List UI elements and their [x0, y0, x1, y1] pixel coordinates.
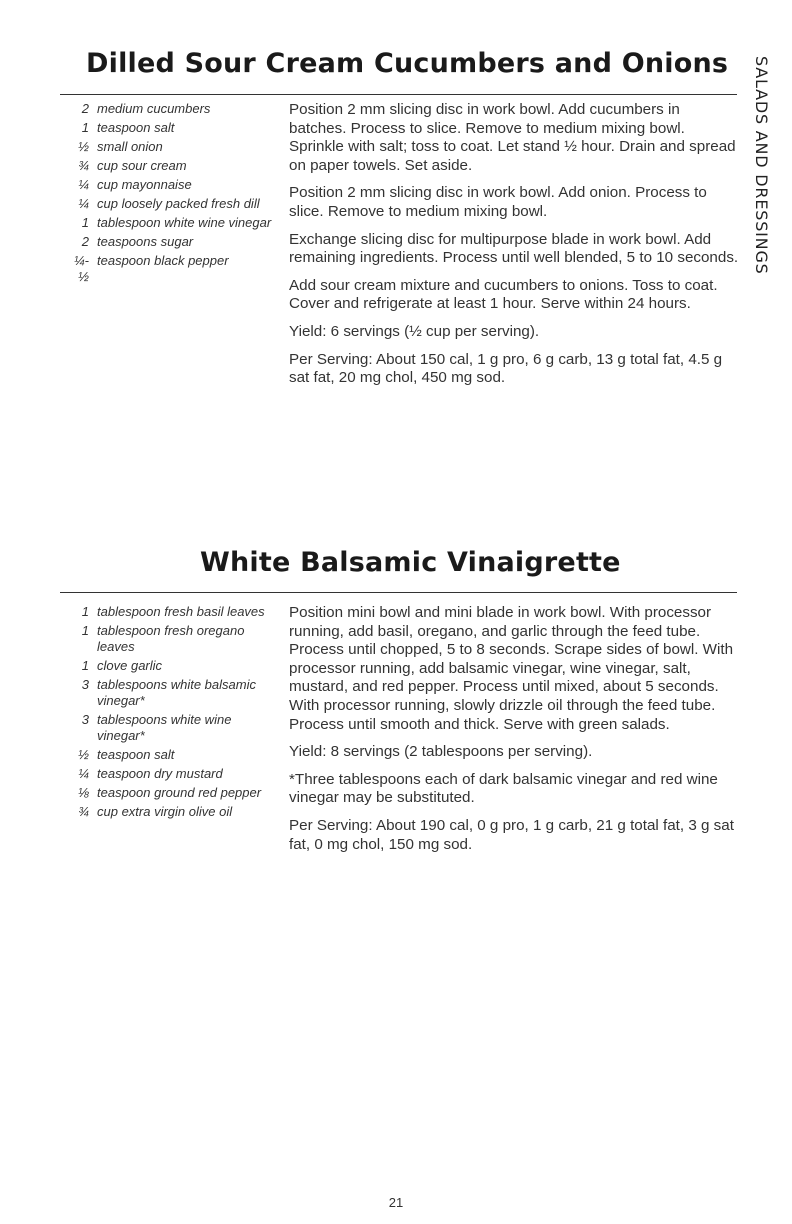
ingredient-quantity: 3 — [81, 712, 89, 727]
ingredient-item — [70, 658, 280, 674]
ingredient-item — [70, 623, 280, 655]
ingredient-item — [70, 804, 280, 820]
ingredient-quantity: 1 — [81, 604, 89, 619]
ingredient-text: clove garlic — [97, 658, 163, 673]
recipe-2-directions — [289, 604, 739, 863]
direction-paragraph: Position 2 mm slicing disc in work bowl. Add onion. Process to slice. Remove to medium mixing bowl. — [289, 184, 707, 220]
direction-paragraph: Position mini bowl and mini blade in work bowl. With processor running, add basil, oregano, and garlic through the feed tube. Process until chopped, 5 to 8 seconds. Scrape sides of bowl. With processor running, add balsamic vinegar, wine vinegar, salt, mustard, and red pepper. Process until mixed, about 5 seconds. With processor running, slowly drizzle oil through the feed tube. Process until smooth and thick. Serve with green salads. — [289, 604, 734, 733]
footnote-text: *Three tablespoons each of dark balsamic vinegar and red wine vinegar may be substituted. — [289, 770, 718, 807]
ingredient-text: teaspoon salt — [97, 120, 175, 135]
page-number: 21 — [388, 1195, 404, 1210]
ingredient-quantity: 1 — [81, 658, 89, 673]
ingredient-quantity: 1 — [81, 623, 89, 638]
ingredient-quantity: ½ — [78, 139, 89, 154]
ingredient-item — [70, 677, 280, 709]
ingredient-quantity: ½ — [78, 747, 89, 762]
ingredient-text: teaspoon black pepper — [97, 253, 229, 268]
ingredient-item — [70, 747, 280, 763]
direction-paragraph: Add sour cream mixture and cucumbers to onions. Toss to coat. Cover and refrigerate at least 1 hour. Serve within 24 hours. — [289, 276, 718, 313]
ingredient-text: teaspoons sugar — [97, 234, 194, 249]
ingredient-text: teaspoon salt — [97, 747, 175, 762]
ingredient-text: cup extra virgin olive oil — [97, 804, 233, 819]
ingredient-text: tablespoon fresh oregano leaves — [97, 623, 245, 654]
ingredient-quantity: 2 — [81, 234, 89, 249]
recipe-2-title: White Balsamic Vinaigrette — [200, 547, 621, 578]
ingredient-item — [70, 215, 280, 231]
ingredient-text: cup mayonnaise — [97, 177, 192, 192]
ingredient-item — [70, 712, 280, 744]
recipe-2-divider — [60, 592, 737, 593]
ingredient-item — [70, 785, 280, 801]
recipe-1-divider — [60, 94, 737, 95]
ingredient-item — [70, 177, 280, 193]
sidebar-section-label: SALADS AND DRESSINGS — [752, 56, 771, 275]
direction-paragraph: Position 2 mm slicing disc in work bowl. Add cucumbers in batches. Process to slice. Remove to medium mixing bowl. Sprinkle with salt; toss to coat. Let stand ½ hour. Drain and spread on paper towels. Set aside. — [289, 101, 736, 174]
ingredient-item — [70, 101, 280, 117]
ingredient-quantity: ¼-½ — [73, 253, 89, 284]
ingredient-quantity: 2 — [81, 101, 89, 116]
ingredient-quantity: 1 — [81, 215, 89, 230]
ingredient-item — [70, 766, 280, 782]
nutrition-info: Per Serving: About 150 cal, 1 g pro, 6 g carb, 13 g total fat, 4.5 g sat fat, 20 mg chol, 450 mg sod. — [289, 350, 723, 387]
recipe-2-ingredient-list — [70, 604, 280, 823]
ingredient-text: cup sour cream — [97, 158, 187, 173]
ingredient-quantity: 3 — [81, 677, 89, 692]
ingredient-text: tablespoon white wine vinegar — [97, 215, 272, 230]
ingredient-item — [70, 234, 280, 250]
ingredient-quantity: ⅛ — [78, 785, 89, 800]
ingredient-quantity: ¼ — [78, 196, 89, 211]
ingredient-item — [70, 604, 280, 620]
recipe-1-ingredient-list — [70, 101, 280, 288]
ingredient-text: teaspoon dry mustard — [97, 766, 223, 781]
ingredient-quantity: ¼ — [78, 766, 89, 781]
ingredient-text: tablespoons white balsamic vinegar* — [97, 677, 256, 708]
ingredient-text: teaspoon ground red pepper — [97, 785, 262, 800]
ingredient-item — [70, 158, 280, 174]
ingredient-text: cup loosely packed fresh dill — [97, 196, 260, 211]
ingredient-item — [70, 196, 280, 212]
yield-text: Yield: 8 servings (2 tablespoons per serving). — [289, 743, 593, 761]
ingredient-quantity: ¾ — [78, 804, 89, 819]
ingredient-quantity: ¼ — [78, 177, 89, 192]
recipe-1-directions — [289, 101, 739, 397]
ingredient-quantity: 1 — [81, 120, 89, 135]
nutrition-info: Per Serving: About 190 cal, 0 g pro, 1 g carb, 21 g total fat, 3 g sat fat, 0 mg chol, 150 mg sod. — [289, 816, 734, 853]
ingredient-item — [70, 139, 280, 155]
ingredient-text: small onion — [97, 139, 163, 154]
yield-text: Yield: 6 servings (½ cup per serving). — [289, 322, 540, 340]
ingredient-text: medium cucumbers — [97, 101, 211, 116]
ingredient-quantity: ¾ — [78, 158, 89, 173]
ingredient-text: tablespoon fresh basil leaves — [97, 604, 265, 619]
ingredient-item — [70, 120, 280, 136]
ingredient-item — [70, 253, 280, 285]
ingredient-text: tablespoons white wine vinegar* — [97, 712, 232, 743]
direction-paragraph: Exchange slicing disc for multipurpose blade in work bowl. Add remaining ingredients. Process until well blended, 5 to 10 seconds. — [289, 230, 739, 267]
recipe-1-title: Dilled Sour Cream Cucumbers and Onions — [86, 48, 729, 79]
